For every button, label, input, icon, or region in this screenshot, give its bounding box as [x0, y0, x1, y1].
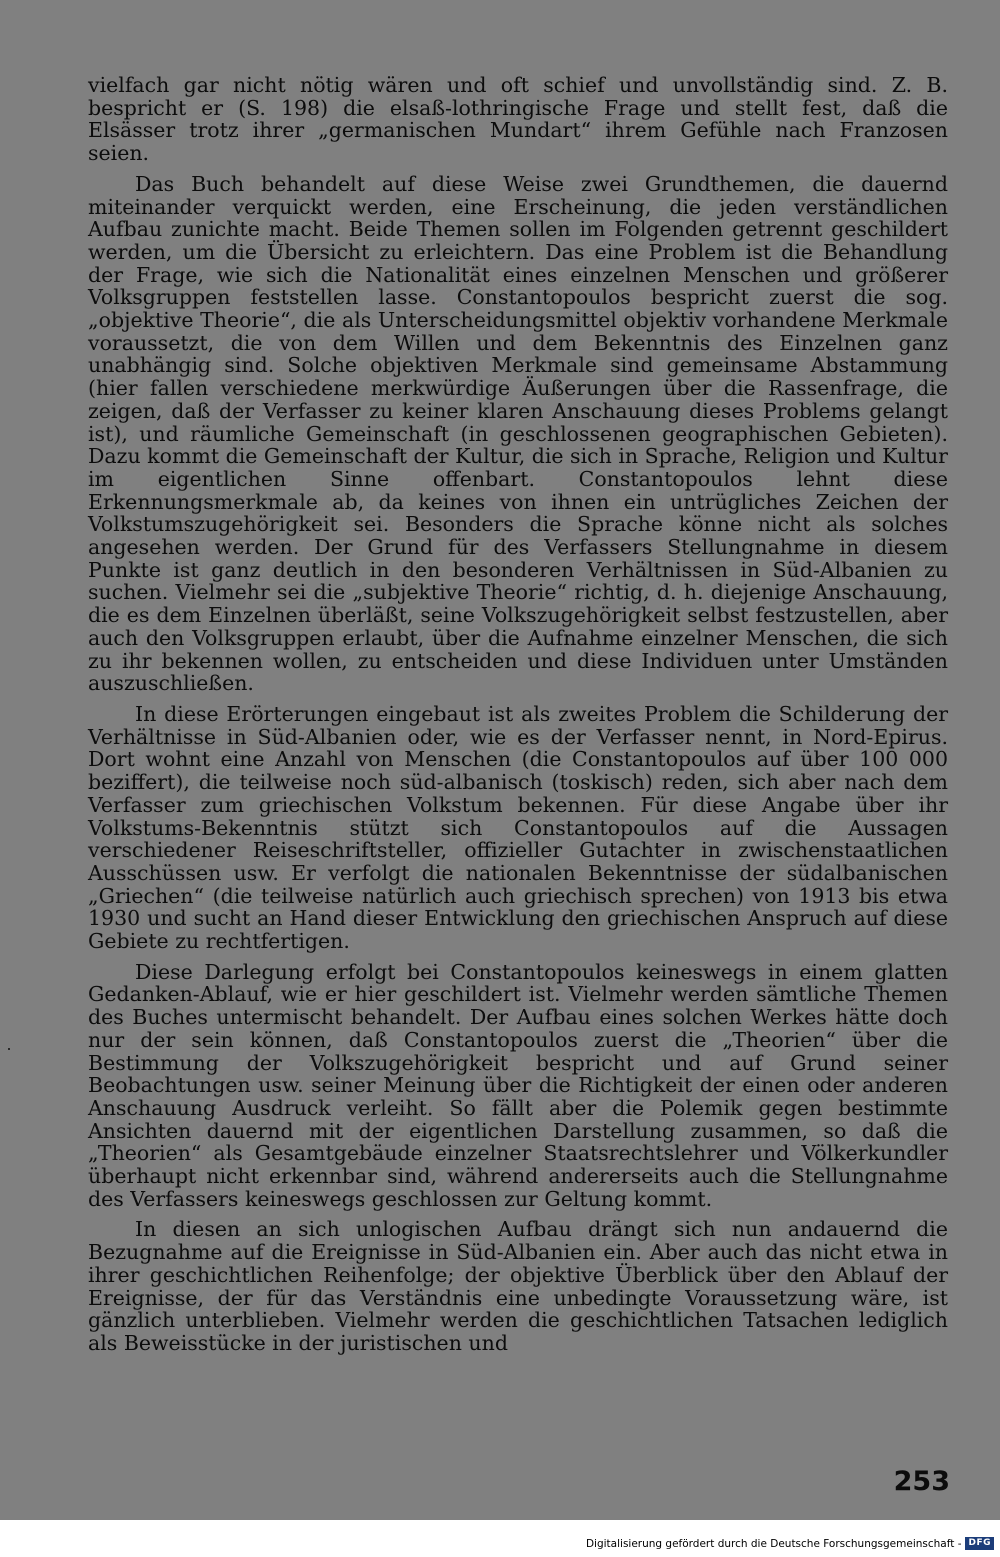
margin-speck	[8, 1048, 10, 1050]
paragraph-1: vielfach gar nicht nötig wären und oft schief und unvollständig sind. Z. B. bespricht er (S. 198) die elsaß-lothringische Frage und stellt fest, daß die Elsässer trotz ihrer „germanischen Mundart“ ihrem Gefühle nach Franzosen seien.	[88, 73, 948, 166]
paragraph-4: Diese Darlegung erfolgt bei Constantopoulos keineswegs in einem glatten Gedanken-Ablauf, wie er hier geschildert ist. Vielmehr werden sämtliche Themen des Buches untermischt behandelt. Der Aufbau eines solchen Werkes hätte doch nur der sein können, daß Constantopoulos zuerst die „Theorien“ über die Bestimmung der Volkszugehörigkeit bespricht und auf Grund seiner Beobachtungen usw. seiner Meinung über die Richtigkeit der einen oder anderen Anschauung Ausdruck verleiht. So fällt aber die Polemik gegen bestimmte Ansichten dauernd mit der eigentlichen Darstellung zusammen, so daß die „Theorien“ als Gesamtgebäude einzelner Staatsrechtslehrer und Völkerkundler überhaupt nicht erkennbar sind, während andererseits auch die Stellungnahme des Verfassers keineswegs geschlossen zur Geltung kommt.	[88, 959, 948, 1211]
digitization-credit	[586, 1537, 994, 1550]
body-text	[88, 74, 948, 1363]
credit-text: Digitalisierung gefördert durch die Deutsche Forschungsgemeinschaft -	[585, 1537, 962, 1550]
dfg-logo: DFG	[965, 1537, 994, 1550]
paragraph-2: Das Buch behandelt auf diese Weise zwei Grundthemen, die dauernd miteinander verquickt werden, eine Erscheinung, die jeden verständlichen Aufbau zunichte macht. Beide Themen sollen im Folgenden getrennt geschildert werden, um die Übersicht zu erleichtern. Das eine Problem ist die Behandlung der Frage, wie sich die Nationalität eines einzelnen Menschen und größerer Volksgruppen feststellen lasse. Constantopoulos bespricht zuerst die sog. „objektive Theorie“, die als Unterscheidungsmittel objektiv vorhandene Merkmale voraussetzt, die von dem Willen und dem Bekenntnis des Einzelnen ganz unabhängig sind. Solche objektiven Merkmale sind gemeinsame Abstammung (hier fallen verschiedene merkwürdige Äußerungen über die Rassenfrage, die zeigen, daß der Verfasser zu keiner klaren Anschauung dieses Problems gelangt ist), und räumliche Gemeinschaft (in geschlossenen geographischen Gebieten). Dazu kommt die Gemeinschaft der Kultur, die sich in Sprache, Religion und Kultur im eigentlichen Sinne offenbart. Constantopoulos lehnt diese Erkennungsmerkmale ab, da keines von ihnen ein untrügliches Zeichen der Volkstumszugehörigkeit sei. Besonders die Sprache könne nicht als solches angesehen werden. Der Grund für des Verfassers Stellungnahme in diesem Punkte ist ganz deutlich in den besonderen Verhältnissen in Süd-Albanien zu suchen. Vielmehr sei die „subjektive Theorie“ richtig, d. h. diejenige Anschauung, die es dem Einzelnen überläßt, seine Volkszugehörigkeit selbst festzustellen, aber auch den Volksgruppen erlaubt, über die Aufnahme einzelner Menschen, die sich zu ihr bekennen wollen, zu entscheiden und diese Individuen unter Umständen auszuschließen.	[88, 171, 948, 696]
paragraph-3: In diese Erörterungen eingebaut ist als zweites Problem die Schilderung der Verhältnisse in Süd-Albanien oder, wie es der Verfasser nennt, in Nord-Epirus. Dort wohnt eine Anzahl von Menschen (die Constantopoulos auf über 100 000 beziffert), die teilweise noch süd-albanisch (toskisch) reden, sich aber nach dem Verfasser zum griechischen Volkstum bekennen. Für diese Angabe über ihr Volkstums-Bekenntnis stützt sich Constantopoulos auf die Aussagen verschiedener Reiseschriftsteller, offizieller Gutachter in zwischenstaatlichen Ausschüssen usw. Er verfolgt die nationalen Bekenntnisse der südalbanischen „Griechen“ (die teilweise natürlich auch griechisch sprechen) von 1913 bis etwa 1930 und sucht an Hand dieser Entwicklung den griechischen Anspruch auf diese Gebiete zu rechtfertigen.	[88, 701, 948, 954]
page-number: 253	[893, 1466, 950, 1497]
paragraph-5: In diesen an sich unlogischen Aufbau drängt sich nun andauernd die Bezugnahme auf die Ereignisse in Süd-Albanien ein. Aber auch das nicht etwa in ihrer geschichtlichen Reihenfolge; der objektive Überblick über den Ablauf der Ereignisse, der für das Verständnis eine unbedingte Voraussetzung wäre, ist gänzlich unterblieben. Vielmehr werden die geschichtlichen Tatsachen lediglich als Beweisstücke in der juristischen und	[88, 1217, 948, 1355]
